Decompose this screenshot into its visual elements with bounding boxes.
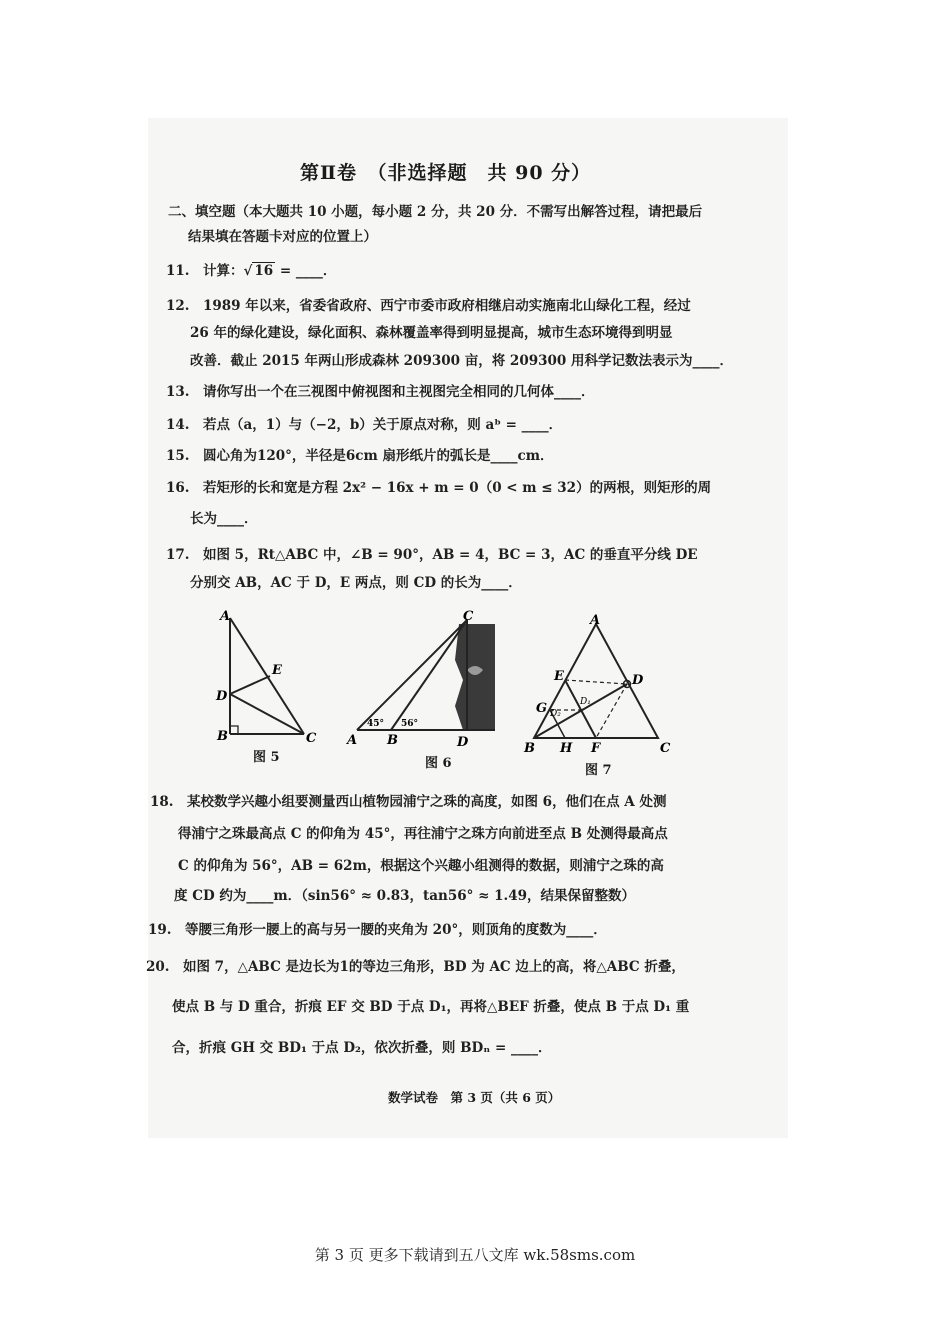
fig7-label-c: C [660,741,671,754]
question-17-line1: 17. 如图 5，Rt△ABC 中，∠B = 90°，AB = 4，BC = 3，AC 的垂直平分线 DE [166,547,698,563]
fig7-label-d1: D₁ [580,697,591,707]
question-15: 15. 圆心角为120°，半径是6cm 扇形纸片的弧长是____cm． [166,448,554,464]
figure-5-diagram [208,606,328,746]
question-13: 13. 请你写出一个在三视图中俯视图和主视图完全相同的几何体____． [166,384,595,400]
fig6-angle-45: 45° [367,719,385,729]
question-18-line1: 18. 某校数学兴趣小组要测量西山植物园浦宁之珠的高度，如图 6，他们在点 A 处测 [150,794,667,810]
question-11: 11. 计算：√ 16 = ____． [166,263,337,279]
figure-6-caption: 图 6 [425,756,452,771]
section-heading-line2: 结果填在答题卡对应的位置上） [188,229,377,245]
fig7-label-h: H [560,741,573,754]
fig5-label-e: E [272,663,282,678]
fig6-label-d: D [457,735,469,750]
q11-prefix: 11. 计算： [166,263,244,279]
section-heading-line1: 二、填空题（本大题共 10 小题，每小题 2 分，共 20 分．不需写出解答过程，请把最后 [168,204,703,220]
fig5-label-b: B [217,729,228,744]
fig7-label-g: G [536,701,548,716]
question-20-line1: 20. 如图 7，△ABC 是边长为1的等边三角形，BD 为 AC 边上的高，将△ABC 折叠， [146,959,685,975]
fig7-label-e: E [554,669,564,684]
figure-7-diagram [520,614,680,754]
question-17-line2: 分别交 AB，AC 于 D，E 两点，则 CD 的长为____． [190,575,522,591]
question-20-line2: 使点 B 与 D 重合，折痕 EF 交 BD 于点 D₁，再将△BEF 折叠，使点 B 于点 D₁ 重 [172,999,690,1015]
section-title: 第Ⅱ卷 （非选择题 共 90 分） [300,162,592,184]
figure-5-caption: 图 5 [253,750,280,765]
fig5-label-d: D [216,689,228,704]
fig7-label-d: D [632,673,644,688]
figure-6-diagram [345,610,505,750]
q11-suffix: = ____． [275,263,337,279]
question-19: 19. 等腰三角形一腰上的高与另一腰的夹角为 20°，则顶角的度数为____． [148,922,607,938]
question-18-line3: C 的仰角为 56°，AB = 62m，根据这个兴趣小组测得的数据，则浦宁之珠的高 [178,858,664,874]
question-16-line2: 长为____． [190,511,258,527]
fig7-label-d2: D₂ [550,709,561,719]
question-18-line4: 度 CD 约为____m．（sin56° ≈ 0.83，tan56° ≈ 1.49，结果保留整数） [174,888,635,904]
question-14: 14. 若点（a，1）与（−2，b）关于原点对称，则 aᵇ = ____． [166,417,563,433]
page-number: 数学试卷 第 3 页（共 6 页） [388,1090,561,1105]
fig6-label-a: A [347,733,358,748]
q11-radicand: 16 [254,263,274,279]
tower-silhouette [455,624,495,730]
fig6-label-c: C [463,610,474,624]
fig6-label-b: B [387,733,398,748]
question-20-line3: 合，折痕 GH 交 BD₁ 于点 D₂，依次折叠，则 BDₙ = ____． [172,1040,552,1056]
fig5-label-a: A [220,609,231,624]
question-12-line2: 26 年的绿化建设，绿化面积、森林覆盖率得到明显提高，城市生态环境得到明显 [190,325,673,341]
fig7-label-a: A [590,614,601,628]
fig6-angle-56: 56° [401,719,419,729]
question-16-line1: 16. 若矩形的长和宽是方程 2x² − 16x + m = 0（0 < m ≤ 32）的两根，则矩形的周 [166,480,712,496]
fig5-label-c: C [306,731,317,746]
fig7-label-f: F [591,741,601,754]
question-12-line3: 改善．截止 2015 年两山形成森林 209300 亩，将 209300 用科学记数法表示为____． [190,353,733,369]
fig7-label-b: B [524,741,535,754]
figure-7-caption: 图 7 [585,763,612,778]
page-footer: 第 3 页 更多下载请到五八文库 wk.58sms.com [314,1246,636,1264]
question-12-line1: 12. 1989 年以来，省委省政府、西宁市委市政府相继启动实施南北山绿化工程，经过 [166,298,691,314]
question-18-line2: 得浦宁之珠最高点 C 的仰角为 45°，再往浦宁之珠方向前进至点 B 处测得最高点 [178,826,668,842]
